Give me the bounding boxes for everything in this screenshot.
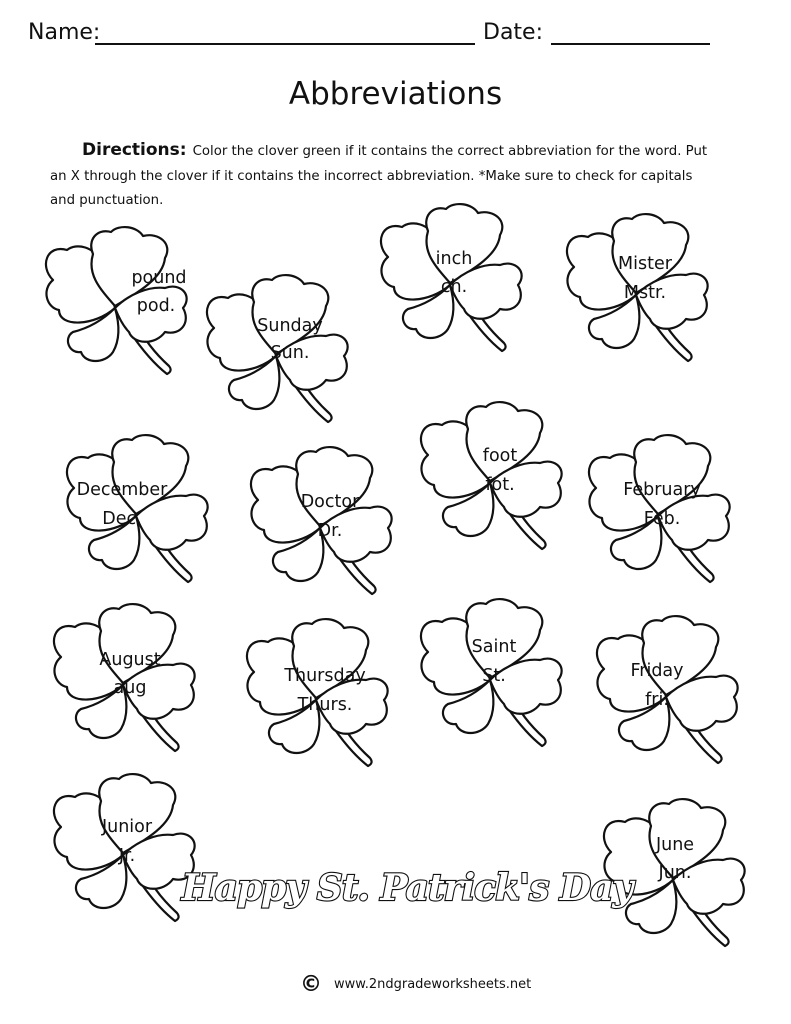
clover-word: August — [99, 650, 161, 670]
date-label: Date: — [483, 20, 543, 45]
clover-word: Doctor — [300, 492, 360, 512]
directions-label: Directions: — [82, 140, 187, 160]
clover-abbr: St. — [482, 666, 506, 686]
clover-word: Junior — [101, 817, 153, 837]
copyright-icon: © — [300, 972, 322, 997]
clover-abbr: Sun. — [270, 343, 310, 363]
clover-abbr: pod. — [136, 296, 176, 316]
page-title: Abbreviations — [288, 76, 503, 112]
banner-text: Happy St. Patrick's Day — [181, 867, 633, 909]
clover-abbr: Dr. — [317, 521, 343, 541]
clover-word: Sunday — [257, 316, 323, 336]
footer-url: www.2ndgradeworksheets.net — [334, 977, 532, 992]
clover-abbr: Jr. — [118, 846, 136, 866]
clover-abbr: fot. — [485, 475, 515, 495]
clover-word: Mister — [618, 254, 672, 274]
clover-abbr: fri. — [645, 690, 669, 710]
clover-word: June — [655, 835, 695, 855]
clover-word: foot — [482, 446, 518, 466]
clover-word: pound — [131, 268, 187, 288]
clover-word: Friday — [630, 661, 684, 681]
name-label: Name: — [28, 20, 101, 45]
clover-word: December — [76, 480, 168, 500]
clover-abbr: Feb. — [643, 509, 681, 529]
directions — [50, 138, 720, 214]
directions-text: Color the clover green if it contains the correct abbreviation for the word. Put an X through the clover if it contains the incorrect abbreviation. *Make sure to check for capitals and punctuation. — [50, 144, 708, 208]
date-line — [551, 43, 710, 45]
clover-word: February — [623, 480, 701, 500]
clover-word: Thursday — [284, 666, 366, 686]
clover-abbr: ch. — [440, 277, 468, 297]
clover-word: Saint — [471, 637, 517, 657]
name-line — [95, 43, 475, 45]
clover-abbr: aug — [113, 678, 147, 698]
happy-st-patricks-day-banner — [181, 858, 633, 914]
clover-word: inch — [435, 249, 473, 269]
clover-abbr: Thurs. — [297, 695, 353, 715]
clover-abbr: Dec. — [102, 509, 142, 529]
clover-abbr: Jun. — [658, 863, 692, 883]
banner-art — [181, 858, 633, 914]
footer — [300, 972, 620, 997]
clover-abbr: Mstr. — [623, 283, 667, 303]
